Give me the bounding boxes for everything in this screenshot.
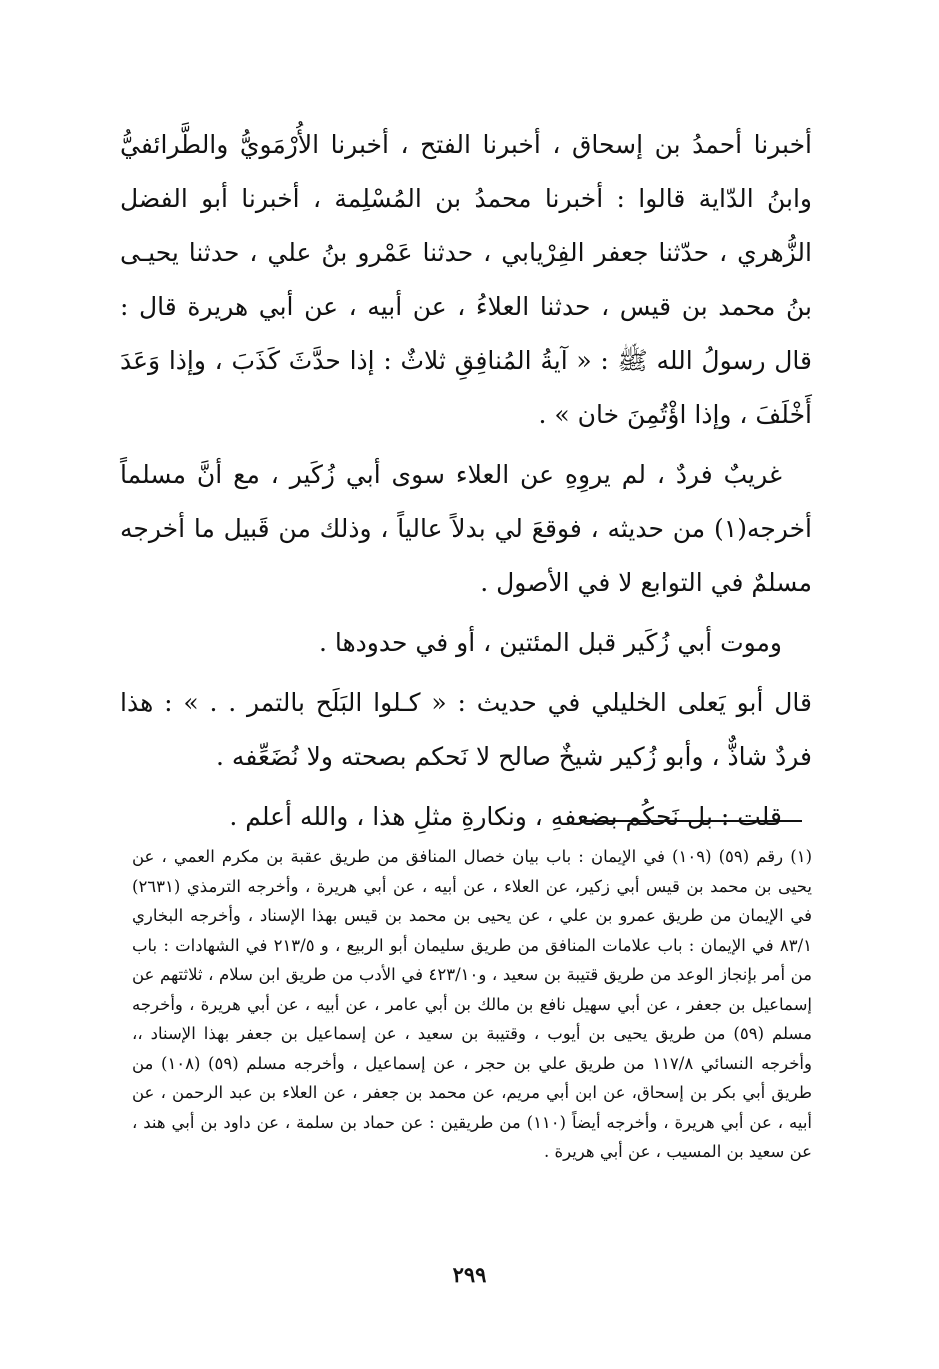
paragraph-author-verdict: قلت : بل نَحكُم بضعفهِ ، ونكارةِ مثلِ هذا ، والله أعلم . <box>229 802 782 831</box>
footnotes-block <box>132 842 812 1167</box>
page-number: ٢٩٩ <box>452 1262 487 1287</box>
footnote-1: (١) رقم (٥٩) (١٠٩) في الإيمان : باب بيان خصال المنافق من طريق عقبة بن مكرم العمي ، عن يحيى بن محمد بن قيس أبي زكير، عن العلاء ، عن أبيه ، عن أبي هريرة ، وأخرجه الترمذي (٢٦٣١) في الإيمان من طريق عمرو بن علي ، عن يحيى بن محمد بن قيس بهذا الإسناد ، وأخرجه البخاري ٨٣/١ في الإيمان : باب علامات المنافق من طريق سليمان أبو الربيع ، و ٢١٣/٥ في الشهادات : باب من أمر بإنجاز الوعد من طريق قتيبة بن سعيد ، و٤٢٣/١٠ في الأدب من طريق ابن سلام ، ثلاثتهم عن إسماعيل بن جعفر ، عن أبي سهيل نافع بن مالك بن أبي عامر ، عن أبيه ، عن أبي هريرة ، وأخرجه مسلم (٥٩) من طريق يحيى بن أيوب ، وقتيبة بن سعيد ، عن إسماعيل بن جعفر بهذا الإسناد ،، وأخرجه النسائي ١١٧/٨ من طريق علي بن حجر ، عن إسماعيل ، وأخرجه مسلم (٥٩) (١٠٨) من طريق أبي بكر بن إسحاق، عن ابن أبي مريم، عن محمد بن جعفر ، عن العلاء بن عبد الرحمن ، عن أبيه ، عن أبي هريرة ، وأخرجه أيضاً (١١٠) من طريقين : عن حماد بن سلمة ، عن داود بن أبي هند ، عن سعيد بن المسيب ، عن أبي هريرة . <box>132 847 813 1161</box>
paragraph-gharib-fard: غريبٌ فردٌ ، لم يروِهِ عن العلاء سوى أبي زُكَير ، مع أنَّ مسلماً أخرجه(١) من حديثه ، فوقعَ لي بدلاً عالياً ، وذلك من قَبيل ما أخرجه مسلمٌ في التوابع لا في الأصول . <box>120 460 812 597</box>
footnote-divider <box>580 820 802 822</box>
main-text-block <box>120 118 812 850</box>
paragraph-khalili-quote: قال أبو يَعلى الخليلي في حديث : « كـلوا البَلَح بالتمر . . » : هذا فردٌ شاذٌّ ، وأبو زُكير شيخٌ صالح لا نَحكم بصحته ولا نُضَعِّفه . <box>120 688 812 771</box>
paragraph-death-of-abu-zukayr: وموت أبي زُكَير قبل المئتين ، أو في حدودها . <box>318 628 782 657</box>
paragraph-hadith-chain: أخبرنا أحمدُ بن إسحاق ، أخبرنا الفتح ، أخبرنا الأُرْمَويُّ والطَّرائفيُّ وابنُ الدّاية قالوا : أخبرنا محمدُ بن المُسْلِمة ، أخبرنا أبو الفضل الزُّهري ، حدّثنا جعفر الفِرْيابي ، حدثنا عَمْرو بنُ علي ، حدثنا يحيـى بنُ محمد بن قيس ، حدثنا العلاءُ ، عن أبيه ، عن أبي هريرة قال : قال رسولُ الله ﷺ : « آيةُ المُنافِقِ ثلاثٌ : إذا حدَّثَ كَذَبَ ، وإذا وَعَدَ أَخْلَفَ ، وإذا اؤْتُمِنَ خان » . <box>120 130 812 429</box>
